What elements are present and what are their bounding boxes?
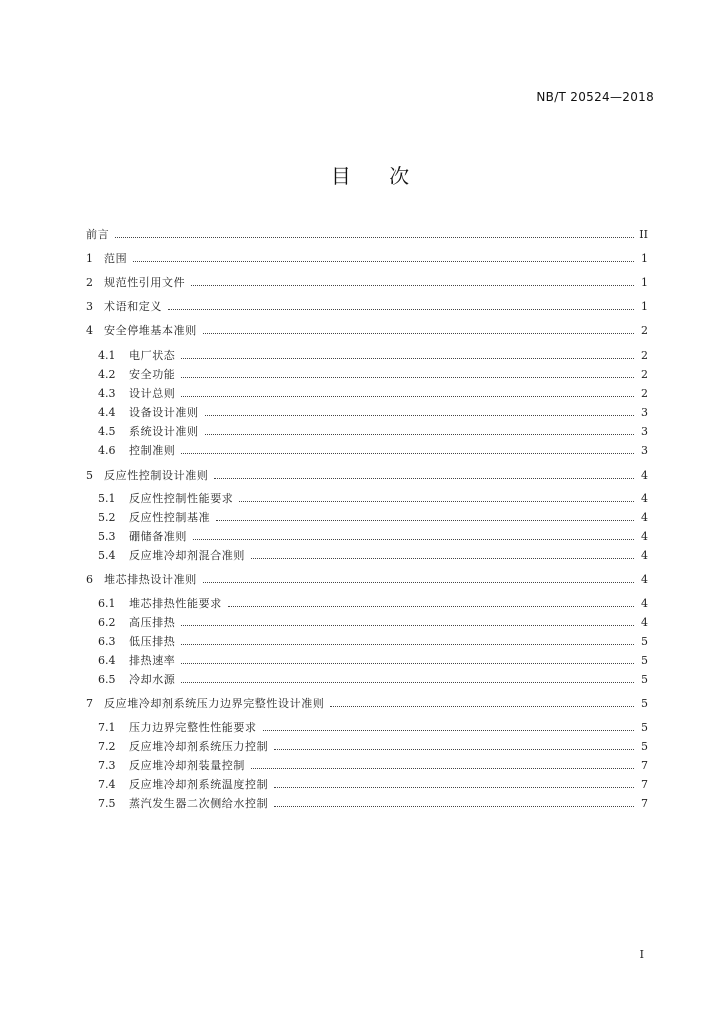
toc-entry[interactable] (86, 567, 648, 587)
toc-entry-page: 4 (641, 573, 648, 586)
dot-leader (181, 662, 634, 664)
toc-entry[interactable] (86, 463, 648, 483)
toc-entry-number: 5.3 (98, 530, 116, 543)
toc-entry-page: 1 (641, 252, 648, 265)
toc-entry-label: 反应性控制设计准则 (104, 469, 209, 482)
dot-leader (251, 557, 634, 559)
toc-entry-number: 6.2 (98, 616, 116, 629)
toc-entry-number: 5.4 (98, 549, 116, 562)
toc-entry-page: II (639, 228, 648, 241)
toc-entry-page: 4 (641, 616, 648, 629)
dot-leader (274, 786, 634, 788)
toc-entry-number: 5.1 (98, 492, 116, 505)
toc-entry-number: 4.4 (98, 406, 116, 419)
toc-entry[interactable] (86, 591, 648, 611)
toc-entry-page: 4 (641, 549, 648, 562)
toc-entry-label: 设备设计准则 (129, 406, 199, 419)
dot-leader (191, 284, 634, 286)
toc-entry-page: 1 (641, 300, 648, 313)
dot-leader (181, 357, 634, 359)
toc-entry-page: 4 (641, 597, 648, 610)
toc-entry-label: 反应堆冷却剂系统压力边界完整性设计准则 (104, 697, 325, 710)
toc-entry-page: 2 (641, 387, 648, 400)
toc-entry-label: 范围 (104, 252, 128, 265)
toc-entry[interactable] (86, 715, 648, 735)
toc-entry-number: 3 (86, 300, 93, 313)
toc-entry-number: 7.3 (98, 759, 116, 772)
dot-leader (228, 605, 634, 607)
toc-entry-label: 压力边界完整性性能要求 (129, 721, 257, 734)
toc-entry[interactable] (86, 610, 648, 630)
toc-entry[interactable] (86, 648, 648, 668)
toc-entry-number: 4.1 (98, 349, 116, 362)
toc-entry[interactable] (86, 246, 648, 266)
dot-leader (181, 624, 634, 626)
toc-entry[interactable] (86, 362, 648, 382)
toc-entry-page: 4 (641, 530, 648, 543)
toc-entry-number: 7.2 (98, 740, 116, 753)
page-title: 目 次 (330, 164, 426, 188)
toc-entry-page: 5 (641, 721, 648, 734)
dot-leader (330, 705, 634, 707)
toc-entry[interactable] (86, 270, 648, 290)
toc-entry[interactable] (86, 222, 648, 242)
toc-entry-page: 7 (641, 797, 648, 810)
dot-leader (181, 681, 634, 683)
dot-leader (181, 376, 634, 378)
toc-entry-label: 低压排热 (129, 635, 176, 648)
toc-entry-label: 堆芯排热性能要求 (129, 597, 222, 610)
dot-leader (181, 643, 634, 645)
toc-entry-label: 反应堆冷却剂混合准则 (129, 549, 245, 562)
dot-leader (203, 581, 634, 583)
toc-entry-number: 5 (86, 469, 93, 482)
toc-entry-page: 5 (641, 673, 648, 686)
dot-leader (181, 452, 634, 454)
dot-leader (133, 260, 634, 262)
toc-entry[interactable] (86, 772, 648, 792)
toc-entry-label: 高压排热 (129, 616, 176, 629)
toc-entry[interactable] (86, 294, 648, 314)
toc-entry-page: 2 (641, 368, 648, 381)
toc-entry-label: 堆芯排热设计准则 (104, 573, 197, 586)
toc-entry[interactable] (86, 419, 648, 439)
page-number: I (639, 948, 644, 961)
toc-entry-number: 5.2 (98, 511, 116, 524)
toc-entry-page: 3 (641, 406, 648, 419)
toc-entry[interactable] (86, 667, 648, 687)
toc-entry-page: 7 (641, 759, 648, 772)
toc-entry-label: 设计总则 (129, 387, 176, 400)
toc-entry-number: 6.4 (98, 654, 116, 667)
toc-entry-number: 6 (86, 573, 93, 586)
toc-entry[interactable] (86, 343, 648, 363)
toc-entry-number: 2 (86, 276, 93, 289)
toc-entry-label: 冷却水源 (129, 673, 176, 686)
toc-entry[interactable] (86, 629, 648, 649)
dot-leader (274, 748, 634, 750)
dot-leader (263, 729, 634, 731)
dot-leader (274, 805, 634, 807)
toc-entry-number: 4.6 (98, 444, 116, 457)
toc-entry-number: 7 (86, 697, 93, 710)
toc-entry-page: 5 (641, 697, 648, 710)
toc-entry-page: 3 (641, 425, 648, 438)
toc-entry[interactable] (86, 381, 648, 401)
toc-entry-page: 4 (641, 492, 648, 505)
toc-entry-label: 安全停堆基本准则 (104, 324, 197, 337)
dot-leader (239, 500, 634, 502)
dot-leader (216, 519, 634, 521)
toc-entry-label: 硼储备准则 (129, 530, 187, 543)
toc-entry-page: 5 (641, 635, 648, 648)
toc-entry-page: 4 (641, 511, 648, 524)
toc-entry-page: 5 (641, 654, 648, 667)
dot-leader (214, 477, 634, 479)
dot-leader (181, 395, 634, 397)
toc-entry[interactable] (86, 505, 648, 525)
toc-entry-label: 反应堆冷却剂装量控制 (129, 759, 245, 772)
toc-entry-label: 系统设计准则 (129, 425, 199, 438)
toc-entry-number: 4.3 (98, 387, 116, 400)
toc-entry-page: 4 (641, 469, 648, 482)
toc-entry-label: 安全功能 (129, 368, 176, 381)
dot-leader (251, 767, 634, 769)
toc-entry-number: 4.2 (98, 368, 116, 381)
toc-entry[interactable] (86, 691, 648, 711)
toc-entry-number: 7.5 (98, 797, 116, 810)
toc-entry-page: 3 (641, 444, 648, 457)
toc-entry-label: 控制准则 (129, 444, 176, 457)
toc-entry-number: 7.1 (98, 721, 116, 734)
toc-entry-page: 5 (641, 740, 648, 753)
toc-entry-number: 1 (86, 252, 93, 265)
toc-entry-page: 2 (641, 324, 648, 337)
toc-entry[interactable] (86, 753, 648, 773)
toc-entry-label: 规范性引用文件 (104, 276, 186, 289)
toc-entry-number: 7.4 (98, 778, 116, 791)
toc-entry[interactable] (86, 486, 648, 506)
toc-entry[interactable] (86, 543, 648, 563)
toc-entry-label: 反应性控制性能要求 (129, 492, 234, 505)
toc-entry-number: 6.1 (98, 597, 116, 610)
toc-entry-label: 反应堆冷却剂系统压力控制 (129, 740, 269, 753)
dot-leader (193, 538, 634, 540)
dot-leader (168, 308, 634, 310)
dot-leader (115, 236, 634, 238)
toc-entry-number: 4 (86, 324, 93, 337)
toc-entry[interactable] (86, 734, 648, 754)
toc-entry-label: 反应性控制基准 (129, 511, 211, 524)
toc-entry[interactable] (86, 791, 648, 811)
standard-number: NB/T 20524—2018 (536, 90, 654, 104)
toc-entry-number: 4.5 (98, 425, 116, 438)
toc-entry-number: 6.3 (98, 635, 116, 648)
toc-entry[interactable] (86, 438, 648, 458)
toc-entry[interactable] (86, 318, 648, 338)
toc-entry-label: 前言 (86, 228, 110, 241)
toc-entry-label: 术语和定义 (104, 300, 162, 313)
dot-leader (205, 433, 634, 435)
toc-entry-page: 2 (641, 349, 648, 362)
toc-entry[interactable] (86, 524, 648, 544)
toc-entry-label: 排热速率 (129, 654, 176, 667)
toc-entry-page: 1 (641, 276, 648, 289)
toc-entry-number: 6.5 (98, 673, 116, 686)
toc-entry-label: 电厂状态 (129, 349, 176, 362)
toc-entry-label: 反应堆冷却剂系统温度控制 (129, 778, 269, 791)
toc-entry-page: 7 (641, 778, 648, 791)
toc-entry[interactable] (86, 400, 648, 420)
dot-leader (203, 332, 634, 334)
dot-leader (205, 414, 634, 416)
toc-entry-label: 蒸汽发生器二次侧给水控制 (129, 797, 269, 810)
